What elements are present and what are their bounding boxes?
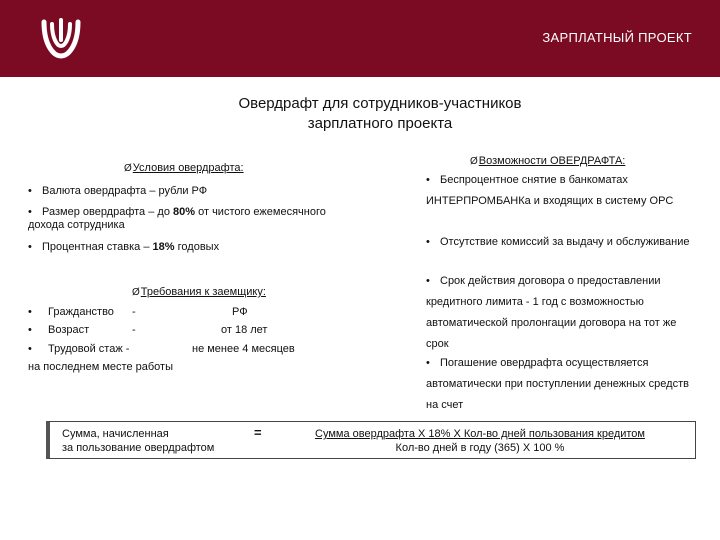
bullet-icon: • (28, 324, 32, 336)
opportunity-item: • Погашение овердрафта осуществляется автоматически при поступлении денежных средств на счет (426, 353, 696, 416)
page-title-line1: Овердрафт для сотрудников-участников (238, 95, 522, 112)
requirement-row: • Гражданство (28, 306, 114, 318)
arrow-bullet-icon: Ø (124, 163, 132, 174)
condition-currency: • Валюта овердрафта – рубли РФ (28, 185, 208, 197)
condition-size-line2: дохода сотрудника (28, 219, 125, 231)
opportunity-item: • Отсутствие комиссий за выдачу и обслуживание (426, 232, 696, 253)
bullet-icon: • (28, 343, 32, 355)
requirement-value: от 18 лет (221, 324, 268, 336)
page-title-line2: зарплатного проекта (307, 115, 453, 132)
requirement-note: на последнем месте работы (28, 361, 173, 373)
bullet-icon: • (426, 174, 430, 186)
bullet-icon: • (28, 206, 32, 218)
requirement-value: РФ (232, 306, 248, 318)
condition-rate: • Процентная ставка – 18% годовых (28, 241, 220, 253)
requirement-row: • Трудовой стаж - (28, 343, 130, 355)
page-title (0, 94, 720, 134)
requirement-value: не менее 4 месяцев (192, 343, 295, 355)
requirement-dash: - (132, 324, 136, 336)
bank-logo-icon (38, 16, 84, 60)
bullet-icon: • (426, 275, 430, 287)
requirement-dash: - (132, 306, 136, 318)
requirement-row: • Возраст (28, 324, 90, 336)
bullet-icon: • (426, 236, 430, 248)
opportunities-heading: ØВозможности ОВЕРДРАФТА: (470, 155, 626, 167)
bullet-icon: • (28, 185, 32, 197)
formula-right: Сумма овердрафта Х 18% Х Кол-во дней пользования кредитом Кол-во дней в году (365) Х 100 % (315, 428, 645, 454)
requirements-heading: ØТребования к заемщику: (132, 286, 266, 298)
formula-box (46, 421, 696, 459)
formula-equals: = (254, 425, 262, 440)
header-title: ЗАРПЛАТНЫЙ ПРОЕКТ (542, 30, 692, 45)
condition-size: • Размер овердрафта – до 80% от чистого ежемесячного (28, 206, 326, 218)
formula-left: Сумма, начисленная за пользование овердрафтом (62, 428, 215, 454)
opportunity-item: • Срок действия договора о предоставлении кредитного лимита - 1 год с возможностью автоматической пролонгации договора на тот же срок (426, 271, 696, 355)
header-bar (0, 0, 720, 77)
bullet-icon: • (28, 306, 32, 318)
conditions-heading: ØУсловия овердрафта: (124, 162, 244, 174)
bullet-icon: • (426, 357, 430, 369)
arrow-bullet-icon: Ø (132, 287, 140, 298)
bullet-icon: • (28, 241, 32, 253)
opportunity-item: • Беспроцентное снятие в банкоматах ИНТЕРПРОМБАНКа и входящих в систему ОРС (426, 170, 696, 212)
arrow-bullet-icon: Ø (470, 156, 478, 167)
